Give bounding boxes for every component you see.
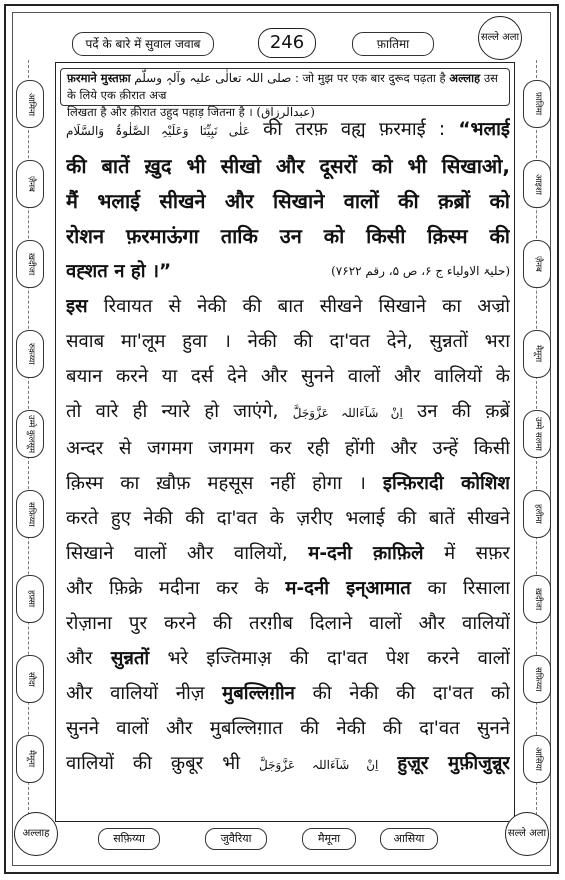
bold-text: इन्फ़िरादी कोशिश (382, 473, 510, 494)
header-book-title: पर्दे के बारे में सुवाल जवाब (72, 32, 214, 56)
body-text-span: में सफ़र (444, 543, 510, 564)
body-text-span: और फ़िक्रे मदीना कर के (66, 578, 269, 599)
bold-text: “भलाई (458, 119, 510, 140)
body-text-span: क़िस्म का ख़ौफ़ महसूस नहीं होगा । (66, 473, 366, 494)
corner-seal-bottom-left: अल्लाह (14, 812, 58, 856)
bold-text: म-दनी इन्आमात (285, 578, 411, 599)
body-text-span: वालियों की क़ुबूर भी (66, 753, 240, 774)
body-line (66, 746, 510, 783)
side-badge-right: ज़ैनब (523, 240, 551, 288)
body-text-span: की नेकी की दा'वत को (312, 683, 510, 704)
bold-text: हुज़ूर मुफ़ीजुन्नूर (397, 753, 510, 774)
side-badge-left: ज़ैनब (16, 160, 44, 208)
arabic-insha-allah: اِنْ شَآءَاللہ عَزَّوَجَلَّ (292, 406, 403, 420)
body-text-span: रिवायत से नेकी की बात सीखने सिखाने का अज्रो (103, 296, 510, 317)
side-badge-right: सफ़िय्या (523, 655, 551, 703)
bold-text: म-दनी क़ाफ़िले (308, 543, 424, 564)
body-line: करते हुए नेकी की दा'वत के ज़रीए भलाई की बातें सीखने (66, 508, 510, 529)
arabic-insha-allah: اِنْ شَآءَاللہ عَزَّوَجَلَّ (258, 758, 379, 772)
bold-text: मुबल्लिग़ीन (222, 683, 295, 704)
body-text-span: भरे इज्तिमाअ़ की दा'वत पेश करने वालों (167, 648, 510, 669)
side-badge-right: उम्मे सलमा (523, 410, 551, 458)
body-text-span: तो वारे ही न्यारे हो जाएंगे, (66, 401, 279, 422)
body-line (66, 112, 510, 149)
ribbon-title: फ़रमाने मुस्तफ़ा (67, 71, 131, 85)
body-text (66, 112, 510, 783)
side-badge-left: सफ़िय्या (16, 490, 44, 538)
body-line: सुनने वालों और मुबल्लिग़ात की नेकी की दा'वत सुनने (66, 718, 510, 739)
bold-text: वह्शत न हो ।” (66, 261, 172, 282)
ribbon-text-line2: लिखता है और क़ीरात उहुद पहाड़ जितना है । (67, 105, 253, 119)
side-badge-left: आमिना (16, 80, 44, 128)
footer-label: आसिया (380, 828, 438, 850)
body-text-span: सिखाने वालों और वालियों, (66, 543, 288, 564)
ribbon-text-2: उस के लिये एक क़ीरात अज्र (67, 71, 498, 102)
body-line (66, 254, 510, 289)
body-text-span: और वालियों नीज़ (66, 683, 205, 704)
body-line (66, 571, 510, 606)
ribbon-salutation: صلی اللہ تعالٰی علیہ وآلہٖ وسلّم (134, 71, 292, 85)
body-line (66, 289, 510, 324)
body-text-span: और (66, 648, 93, 669)
corner-seal-top-right: सल्ले अला (478, 16, 522, 60)
side-badge-left: मैमूना (16, 735, 44, 783)
footer-label: जुवैरिया (205, 828, 267, 850)
side-badge-right: ख़दीजा (523, 575, 551, 623)
side-badge-left: सौदा (16, 655, 44, 703)
corner-seal-bottom-right: सल्ले अला (505, 812, 549, 856)
ribbon-text-1: : जो मुझ पर एक बार दुरूद पढ़ता है (294, 71, 446, 85)
side-badge-left: हफ़्सा (16, 575, 44, 623)
footer-label: मैमूना (302, 828, 356, 850)
side-badge-left: ख़दीजा (16, 240, 44, 288)
body-text-span: उन की क़ब्रें (417, 401, 510, 422)
side-badge-right: मैमूना (523, 330, 551, 378)
body-line: रोशन फ़रमाऊंगा ताकि उन को किसी क़िस्म की (66, 224, 510, 248)
side-badge-left: रुक़य्या (16, 330, 44, 378)
side-badge-right: आइशा (523, 160, 551, 208)
side-badge-right: हलीमा (523, 490, 551, 538)
side-badge-right: फ़ातिमा (523, 80, 551, 128)
bold-text: सुन्नतों (110, 648, 150, 669)
arabic-salutation: عَلٰی نَبِیِّنَا وَعَلَیْہِ الصَّلٰوۃُ وَالسَّلَام (66, 124, 250, 138)
body-line (66, 676, 510, 711)
ribbon-ref: (عبدالرزاق) (256, 105, 315, 119)
page-number: 246 (258, 28, 316, 58)
ribbon-allah: अल्लाह (449, 71, 481, 85)
body-line: की बातें ख़ुद भी सीखो और दूसरों को भी सिखाओ, (66, 154, 510, 178)
body-line: मैं भलाई सीखने और सिखाने वालों की क़ब्रों को (66, 189, 510, 213)
body-line (66, 536, 510, 571)
footer-label: सफ़िय्या (98, 828, 160, 850)
body-line (66, 641, 510, 676)
reference-citation: (حلیۃ الاولیاء ج ۶، ص ۵، رقم ۷۶۲۲) (331, 264, 510, 278)
side-badge-right: आसिया (523, 735, 551, 783)
body-line: बयान करने या दर्स देने और सुनने वालों और वालियों के (66, 366, 510, 387)
body-line: अन्दर से जगमग जगमग कर रही होंगी और उन्हें किसी (66, 438, 510, 459)
side-badge-left: उम्मे कुलसूम (16, 410, 44, 458)
header-right-label: फ़ातिमा (352, 32, 434, 56)
body-line (66, 394, 510, 431)
body-text-span: की तरफ़ वह्य फ़रमाई : (263, 119, 446, 140)
body-line: सवाब मा'लूम हुवा । नेकी की दा'वत देने, सुन्नतों भरा (66, 331, 510, 352)
body-text-span: का रिसाला (427, 578, 510, 599)
body-line: रोज़ाना पुर करने की तरग़ीब दिलाने वालों और वालियों (66, 613, 510, 634)
body-line (66, 466, 510, 501)
bold-text: इस (66, 296, 88, 317)
